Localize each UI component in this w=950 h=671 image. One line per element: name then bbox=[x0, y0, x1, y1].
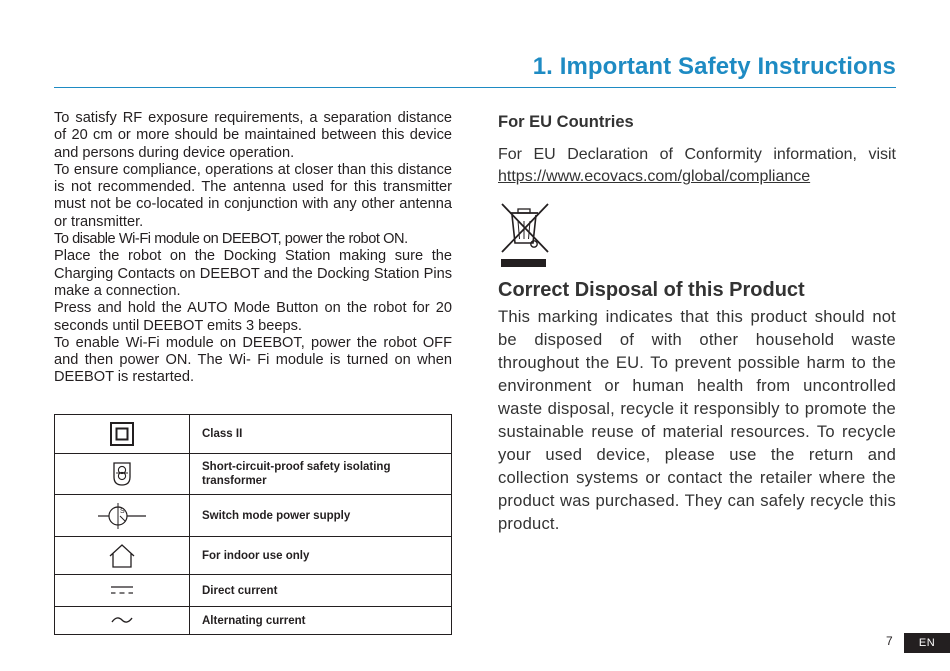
indoor-use-icon bbox=[107, 547, 137, 564]
compliance-link[interactable]: https://www.ecovacs.com/global/compliance bbox=[498, 168, 811, 185]
switch-mode-power-supply-icon bbox=[96, 507, 148, 524]
eu-countries-heading: For EU Countries bbox=[498, 113, 634, 131]
table-row bbox=[55, 537, 452, 575]
crossed-out-wheelie-bin-icon bbox=[498, 199, 554, 269]
compliance-paragraph: To ensure compliance, operations at closer than this distance is not recommended. The antenna used for this transmitter must not be co-located in conjunction with any other antenna or transmitter. bbox=[54, 161, 452, 230]
rf-exposure-paragraph: To satisfy RF exposure requirements, a separation distance of 20 cm or more should be maintained between this device and persons during device operation. bbox=[54, 110, 452, 161]
place-robot-paragraph: Place the robot on the Docking Station making sure the Charging Contacts on DEEBOT and the Docking Station Pins make a connection. bbox=[54, 248, 452, 299]
alternating-current-icon bbox=[111, 612, 133, 629]
isolating-transformer-icon bbox=[111, 465, 133, 482]
language-badge: EN bbox=[904, 633, 950, 653]
page-title: 1. Important Safety Instructions bbox=[532, 53, 896, 80]
disable-wifi-paragraph: To disable Wi-Fi module on DEEBOT, power the robot ON. bbox=[54, 231, 408, 248]
symbol-label: Switch mode power supply bbox=[190, 495, 452, 537]
symbol-label: For indoor use only bbox=[190, 537, 452, 575]
table-row bbox=[55, 415, 452, 454]
enable-wifi-paragraph: To enable Wi-Fi module on DEEBOT, power the robot OFF and then power ON. The Wi- Fi module is turned on when DEEBOT is restarted. bbox=[54, 334, 452, 386]
disposal-text: This marking indicates that this product should not be disposed of with other household waste throughout the EU. To prevent possible harm to the environment or human health from uncontrolled waste disposal, recycle it responsibly to promote the sustainable reuse of material resources. To recycle your used device, please use the return and collection systems or contact the retailer where the product was purchased. They can safely recycle this product. bbox=[498, 307, 896, 533]
svg-text:S: S bbox=[120, 507, 125, 515]
page-number: 7 bbox=[886, 634, 893, 648]
right-column bbox=[498, 113, 896, 535]
press-hold-paragraph: Press and hold the AUTO Mode Button on the robot for 20 seconds until DEEBOT emits 3 beeps. bbox=[54, 300, 452, 334]
symbol-label: Alternating current bbox=[190, 607, 452, 635]
disposal-heading: Correct Disposal of this Product bbox=[498, 279, 805, 301]
left-column bbox=[54, 110, 452, 387]
table-row bbox=[55, 607, 452, 635]
class-ii-icon bbox=[109, 425, 135, 442]
symbol-label: Short-circuit-proof safety isolating transformer bbox=[190, 454, 452, 495]
eu-declaration-prefix: For EU Declaration of Conformity information, visit bbox=[498, 146, 896, 163]
table-row bbox=[55, 454, 452, 495]
symbol-label: Class II bbox=[190, 415, 452, 454]
symbol-table bbox=[54, 414, 452, 635]
symbol-label: Direct current bbox=[190, 575, 452, 607]
table-row bbox=[55, 575, 452, 607]
table-row bbox=[55, 495, 452, 537]
title-divider bbox=[54, 87, 896, 88]
direct-current-icon bbox=[110, 582, 134, 599]
eu-declaration-text bbox=[498, 144, 896, 188]
